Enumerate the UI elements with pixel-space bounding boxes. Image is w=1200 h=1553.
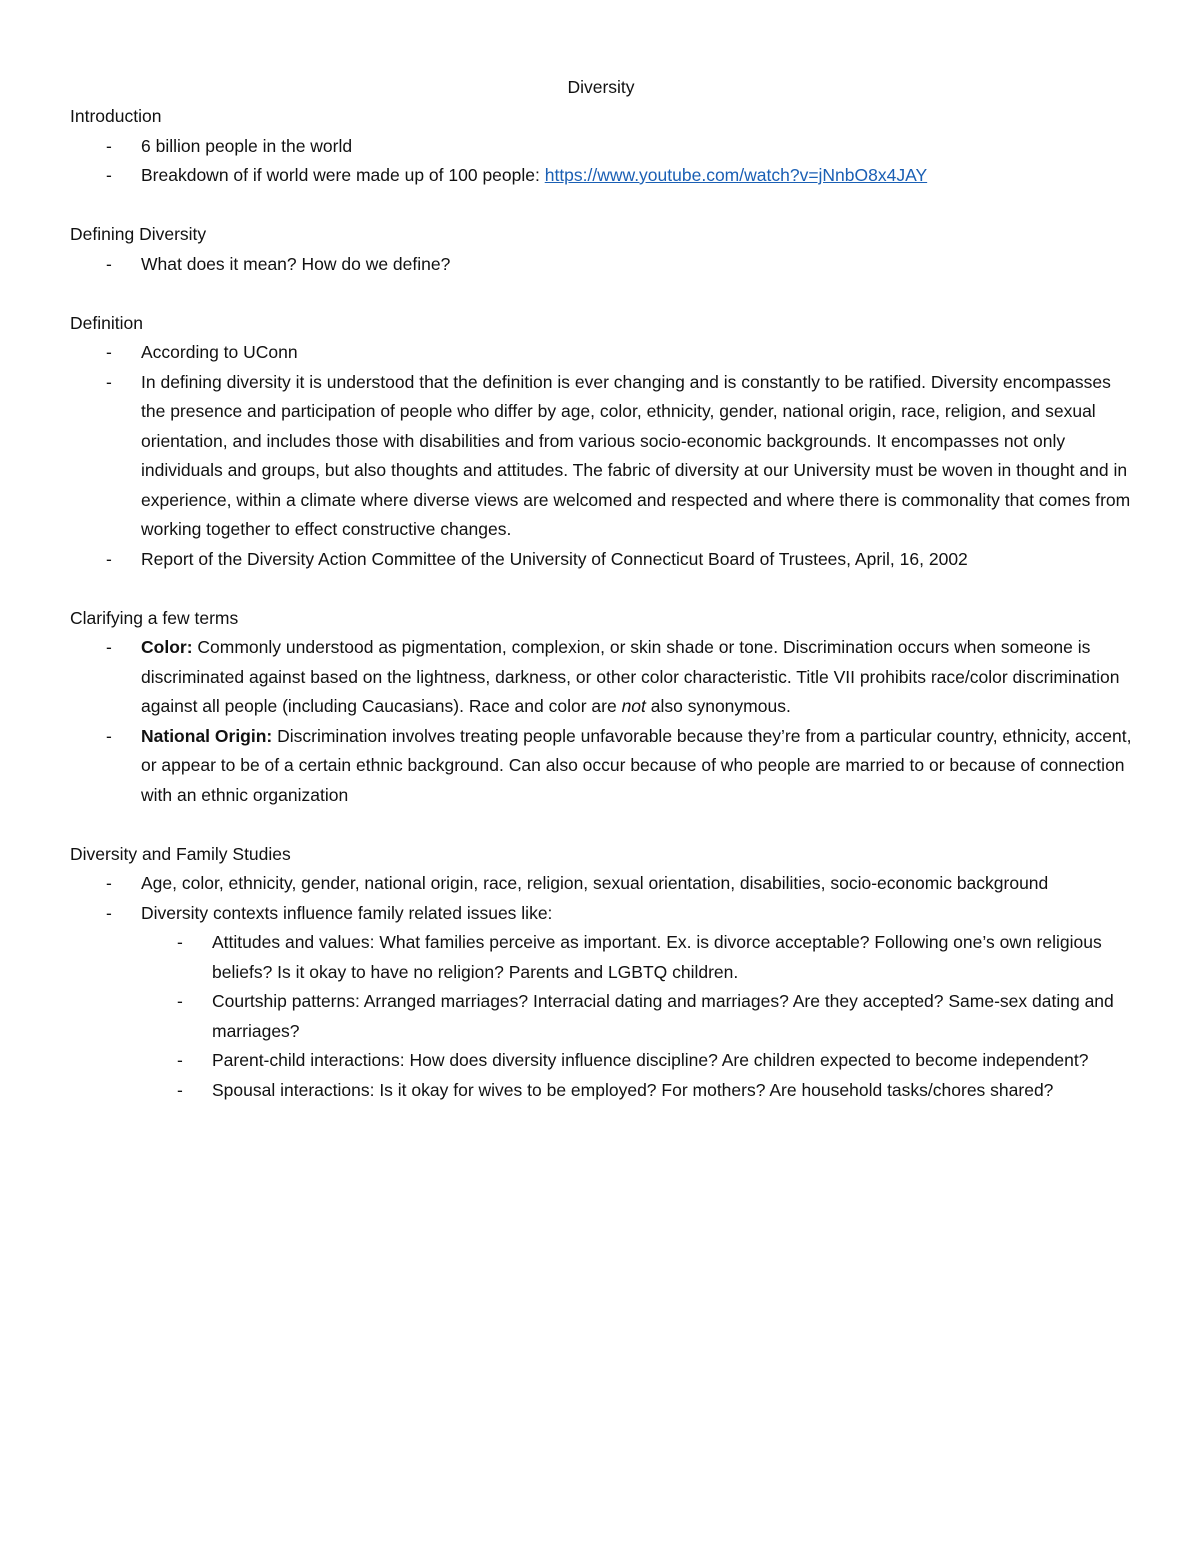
list-item-text: 6 billion people in the world <box>141 135 353 156</box>
bullet-dash: - <box>106 725 112 746</box>
list-item <box>70 633 1132 722</box>
term-label-color: Color: <box>141 637 193 657</box>
section-heading-definition: Definition <box>70 312 143 333</box>
document-title: Diversity <box>567 77 635 97</box>
bullet-dash: - <box>106 637 112 657</box>
sublist-item-text: Spousal interactions: Is it okay for wives to be employed? For mothers? Are household tasks/chores shared? <box>212 1079 1054 1100</box>
sublist-item <box>141 987 1132 1046</box>
section-family-studies <box>70 840 1132 1106</box>
defining-list <box>70 250 1132 280</box>
document-body <box>70 72 1132 1135</box>
family-list <box>70 869 1132 1105</box>
section-definition <box>70 309 1132 575</box>
term-text-color: Commonly understood as pigmentation, complexion, or skin shade or tone. Discrimination occurs when someone is discriminated against based on the lightness, darkness, or other color characteristic. Title VII prohibits race/color discrimination against all people (including Caucasians). Race and color are <box>141 637 1120 716</box>
sublist-item-text: Attitudes and values: What families perceive as important. Ex. is divorce acceptable? Following one’s own religious beliefs? Is it okay to have no religion? Parents and LGBTQ children. <box>212 932 1102 982</box>
list-item-text: Diversity contexts influence family related issues like: <box>141 902 553 923</box>
bullet-dash: - <box>106 902 112 923</box>
list-item <box>70 722 1132 811</box>
bullet-dash: - <box>177 991 183 1011</box>
term-text-national-origin: Discrimination involves treating people unfavorable because they’re from a particular country, ethnicity, accent, or appear to be of a certain ethnic background. Can also occur because of who people are married to or because of connection with an ethnic organization <box>141 725 1132 805</box>
family-sublist <box>141 928 1132 1105</box>
list-item <box>70 250 1132 280</box>
section-heading-introduction: Introduction <box>70 106 162 126</box>
list-item-text: What does it mean? How do we define? <box>141 253 451 274</box>
sublist-item <box>141 1046 1132 1076</box>
youtube-link[interactable]: https://www.youtube.com/watch?v=jNnbO8x4JAY <box>544 165 928 185</box>
introduction-list <box>70 132 1132 191</box>
section-heading-clarifying-terms: Clarifying a few terms <box>70 607 239 628</box>
list-item <box>70 545 1132 575</box>
bullet-dash: - <box>106 873 112 893</box>
bullet-dash: - <box>106 165 112 185</box>
bullet-dash: - <box>177 932 183 952</box>
bullet-dash: - <box>106 371 112 392</box>
list-item-text: Age, color, ethnicity, gender, national origin, race, religion, sexual orientation, disabilities, socio-economic background <box>141 873 1049 893</box>
term-text-color-end: also synonymous. <box>645 696 791 716</box>
list-item <box>70 132 1132 162</box>
list-item <box>70 338 1132 368</box>
list-item-text: In defining diversity it is understood that the definition is ever changing and is constantly to be ratified. Diversity encompasses the presence and participation of people who differ by age, color, ethnicity, gender, national origin, race, religion, and sexual orientation, and includes those with disabilities and from various socio-economic backgrounds. It encompasses not only individuals and groups, but also thoughts and attitudes. The fabric of diversity at our University must be woven in thought and in experience, within a climate where diverse views are welcomed and respected and where there is commonality that comes from working together to effect constructive changes. <box>141 371 1131 539</box>
section-heading-defining-diversity: Defining Diversity <box>70 224 207 244</box>
bullet-dash: - <box>106 342 112 362</box>
list-item-text: Report of the Diversity Action Committee of the University of Connecticut Board of Trustees, April, 16, 2002 <box>141 548 968 569</box>
list-item-text: Breakdown of if world were made up of 100 people: <box>141 165 545 185</box>
sublist-item-text: Courtship patterns: Arranged marriages? Interracial dating and marriages? Are they accepted? Same-sex dating and marriages? <box>212 991 1114 1041</box>
sublist-item <box>141 928 1132 987</box>
list-item <box>70 368 1132 545</box>
definition-list <box>70 338 1132 574</box>
bullet-dash: - <box>106 253 112 274</box>
list-item-text: According to UConn <box>141 342 298 362</box>
bullet-dash: - <box>177 1050 183 1070</box>
list-item <box>70 869 1132 899</box>
list-item <box>70 899 1132 1106</box>
section-introduction <box>70 102 1132 191</box>
bullet-dash: - <box>106 548 112 569</box>
sublist-item-text: Parent-child interactions: How does diversity influence discipline? Are children expected to become independent? <box>212 1050 1089 1070</box>
term-label-national-origin: National Origin: <box>141 725 273 746</box>
term-emphasis-not: not <box>621 696 646 716</box>
bullet-dash: - <box>177 1079 183 1100</box>
section-heading-family-studies: Diversity and Family Studies <box>70 843 291 864</box>
section-clarifying-terms <box>70 604 1132 811</box>
bullet-dash: - <box>106 135 112 156</box>
section-defining-diversity <box>70 220 1132 279</box>
sublist-item <box>141 1076 1132 1106</box>
list-item <box>70 161 1132 191</box>
terms-list <box>70 633 1132 810</box>
